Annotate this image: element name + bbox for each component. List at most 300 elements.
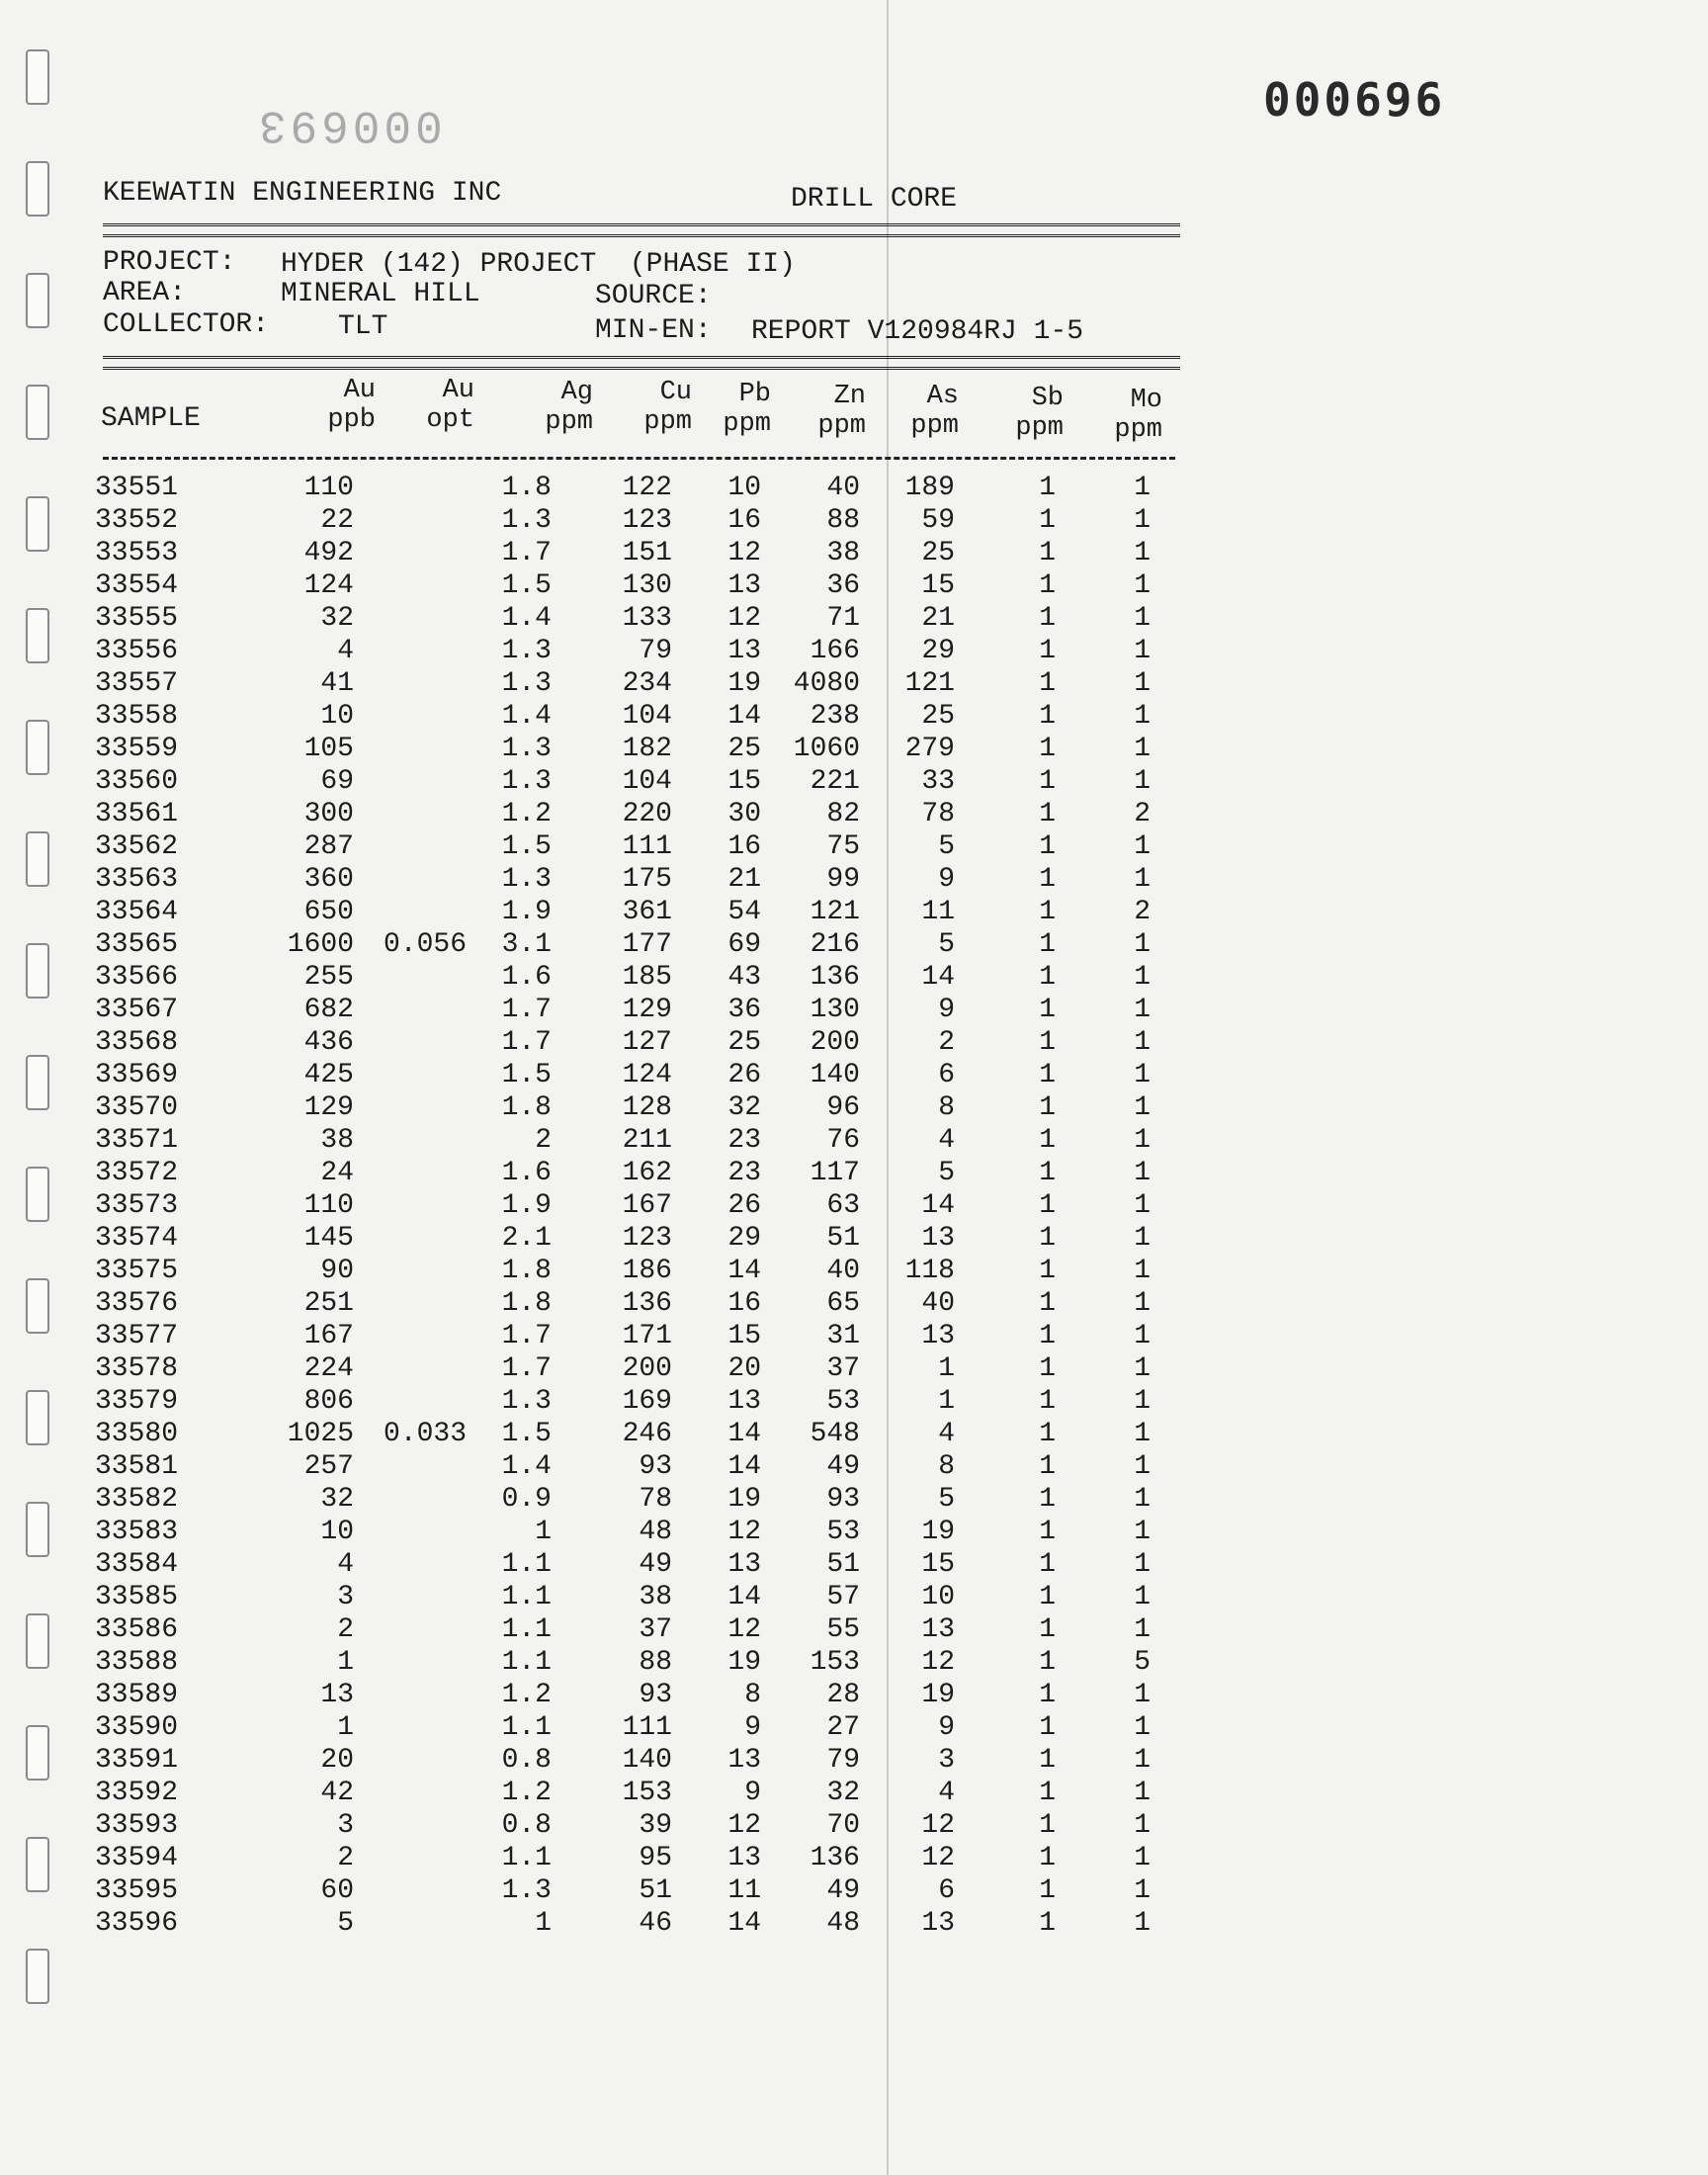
cell-mo-ppm: 1 [1134,1386,1151,1417]
table-row [0,1125,1236,1158]
cell-pb-ppm: 13 [727,1745,761,1776]
cell-ag-ppm: 1.1 [501,1712,552,1743]
table-row [0,1614,1236,1647]
table-row [0,1517,1236,1549]
cell-pb-ppm: 43 [727,962,761,993]
cell-sample-id: 33575 [95,1256,179,1286]
cell-sample-id: 33590 [95,1712,179,1743]
cell-zn-ppm: 75 [826,831,860,862]
cell-sb-ppm: 1 [1039,1060,1056,1090]
cell-zn-ppm: 4080 [793,668,860,699]
cell-pb-ppm: 26 [727,1190,761,1221]
table-row [0,1190,1236,1223]
col-header-au-ppb: Au ppb [327,376,376,435]
cell-mo-ppm: 1 [1134,1843,1151,1873]
cell-zn-ppm: 96 [826,1092,860,1123]
cell-sb-ppm: 1 [1039,1843,1056,1873]
table-row [0,1386,1236,1419]
cell-sample-id: 33564 [95,897,179,927]
cell-mo-ppm: 1 [1134,1353,1151,1384]
table-row [0,864,1236,897]
cell-cu-ppm: 111 [622,831,672,862]
cell-as-ppm: 12 [921,1810,955,1841]
cell-ag-ppm: 1 [535,1908,552,1939]
cell-mo-ppm: 1 [1134,1810,1151,1841]
cell-au-ppb: 90 [320,1256,354,1286]
cell-zn-ppm: 63 [826,1190,860,1221]
cell-ag-ppm: 1.2 [501,1778,552,1808]
cell-cu-ppm: 124 [622,1060,672,1090]
cell-ag-ppm: 1.5 [501,1060,552,1090]
tractor-hole [26,273,49,328]
table-row [0,1810,1236,1843]
cell-pb-ppm: 36 [727,995,761,1025]
table-row [0,1778,1236,1810]
cell-ag-ppm: 1.8 [501,473,552,503]
cell-au-ppb: 42 [320,1778,354,1808]
cell-au-ppb: 38 [320,1125,354,1156]
cell-sb-ppm: 1 [1039,636,1056,666]
cell-as-ppm: 14 [921,1190,955,1221]
cell-ag-ppm: 1.4 [501,603,552,634]
col-header-pb: Pb ppm [723,380,771,439]
cell-pb-ppm: 13 [727,1843,761,1873]
cell-ag-ppm: 1.7 [501,1027,552,1058]
cell-mo-ppm: 1 [1134,1060,1151,1090]
cell-au-ppb: 255 [303,962,354,993]
cell-sample-id: 33553 [95,538,179,568]
table-row [0,1288,1236,1321]
table-row [0,701,1236,734]
col-header-sb: Sb ppm [1015,384,1064,443]
cell-sb-ppm: 1 [1039,1223,1056,1254]
table-row [0,929,1236,962]
cell-pb-ppm: 9 [744,1712,761,1743]
cell-cu-ppm: 162 [622,1158,672,1188]
cell-sb-ppm: 1 [1039,570,1056,601]
table-row [0,636,1236,668]
cell-sample-id: 33558 [95,701,179,732]
table-row [0,962,1236,995]
cell-pb-ppm: 32 [727,1092,761,1123]
cell-pb-ppm: 26 [727,1060,761,1090]
cell-as-ppm: 19 [921,1680,955,1710]
cell-pb-ppm: 25 [727,1027,761,1058]
cell-as-ppm: 40 [921,1288,955,1319]
cell-ag-ppm: 1.2 [501,799,552,829]
cell-mo-ppm: 1 [1134,1288,1151,1319]
cell-au-ppb: 287 [303,831,354,862]
cell-au-ppb: 1 [337,1712,354,1743]
cell-as-ppm: 8 [938,1451,955,1482]
cell-au-ppb: 425 [303,1060,354,1090]
table-row [0,766,1236,799]
cell-zn-ppm: 49 [826,1451,860,1482]
cell-pb-ppm: 14 [727,1256,761,1286]
table-row [0,1908,1236,1941]
cell-cu-ppm: 220 [622,799,672,829]
table-row [0,1484,1236,1517]
cell-pb-ppm: 29 [727,1223,761,1254]
cell-zn-ppm: 121 [810,897,860,927]
cell-pb-ppm: 12 [727,1810,761,1841]
cell-cu-ppm: 153 [622,1778,672,1808]
cell-sb-ppm: 1 [1039,962,1056,993]
cell-mo-ppm: 1 [1134,1256,1151,1286]
cell-sb-ppm: 1 [1039,603,1056,634]
cell-pb-ppm: 19 [727,1484,761,1515]
cell-sb-ppm: 1 [1039,1517,1056,1547]
cell-zn-ppm: 221 [810,766,860,797]
cell-zn-ppm: 53 [826,1517,860,1547]
cell-ag-ppm: 2.1 [501,1223,552,1254]
cell-au-opt: 0.033 [383,1419,467,1449]
col-header-cu: Cu ppm [643,378,692,437]
cell-mo-ppm: 1 [1134,1419,1151,1449]
cell-sample-id: 33557 [95,668,179,699]
cell-au-ppb: 69 [320,766,354,797]
cell-cu-ppm: 111 [622,1712,672,1743]
table-row [0,1321,1236,1353]
faded-stamp-mark: 000693 [255,99,443,150]
cell-zn-ppm: 53 [826,1386,860,1417]
cell-as-ppm: 2 [938,1027,955,1058]
cell-zn-ppm: 51 [826,1549,860,1580]
cell-ag-ppm: 1.1 [501,1843,552,1873]
cell-pb-ppm: 16 [727,505,761,536]
cell-sb-ppm: 1 [1039,897,1056,927]
cell-sb-ppm: 1 [1039,766,1056,797]
cell-ag-ppm: 1.1 [501,1582,552,1612]
cell-au-ppb: 1025 [287,1419,354,1449]
cell-zn-ppm: 117 [810,1158,860,1188]
cell-sample-id: 33561 [95,799,179,829]
cell-ag-ppm: 1.3 [501,668,552,699]
cell-au-ppb: 360 [303,864,354,895]
cell-cu-ppm: 79 [639,636,672,666]
cell-sb-ppm: 1 [1039,1745,1056,1776]
cell-as-ppm: 1 [938,1353,955,1384]
cell-sb-ppm: 1 [1039,1712,1056,1743]
table-row [0,1843,1236,1875]
cell-au-ppb: 5 [337,1908,354,1939]
cell-pb-ppm: 15 [727,766,761,797]
cell-zn-ppm: 140 [810,1060,860,1090]
cell-cu-ppm: 171 [622,1321,672,1351]
cell-zn-ppm: 93 [826,1484,860,1515]
cell-ag-ppm: 1.8 [501,1288,552,1319]
cell-cu-ppm: 169 [622,1386,672,1417]
cell-pb-ppm: 13 [727,636,761,666]
table-row [0,1451,1236,1484]
cell-sample-id: 33596 [95,1908,179,1939]
cell-as-ppm: 13 [921,1908,955,1939]
cell-sample-id: 33562 [95,831,179,862]
cell-as-ppm: 13 [921,1614,955,1645]
project-value: HYDER (142) PROJECT (PHASE II) [281,249,796,280]
cell-sample-id: 33566 [95,962,179,993]
cell-sample-id: 33571 [95,1125,179,1156]
cell-as-ppm: 121 [904,668,955,699]
cell-as-ppm: 6 [938,1875,955,1906]
cell-mo-ppm: 1 [1134,929,1151,960]
cell-mo-ppm: 1 [1134,1614,1151,1645]
cell-sb-ppm: 1 [1039,1092,1056,1123]
cell-as-ppm: 21 [921,603,955,634]
cell-ag-ppm: 1.3 [501,864,552,895]
cell-as-ppm: 9 [938,1712,955,1743]
cell-ag-ppm: 1.3 [501,734,552,764]
cell-as-ppm: 4 [938,1419,955,1449]
cell-au-ppb: 10 [320,701,354,732]
cell-au-ppb: 2 [337,1843,354,1873]
tractor-hole [26,49,49,105]
cell-mo-ppm: 1 [1134,1517,1151,1547]
cell-sample-id: 33578 [95,1353,179,1384]
cell-sample-id: 33591 [95,1745,179,1776]
cell-cu-ppm: 175 [622,864,672,895]
cell-cu-ppm: 78 [639,1484,672,1515]
min-en-label: MIN-EN: [595,315,712,346]
cell-au-ppb: 300 [303,799,354,829]
cell-sample-id: 33592 [95,1778,179,1808]
cell-as-ppm: 25 [921,701,955,732]
table-row [0,831,1236,864]
cell-sb-ppm: 1 [1039,1484,1056,1515]
cell-zn-ppm: 38 [826,538,860,568]
cell-sb-ppm: 1 [1039,799,1056,829]
cell-cu-ppm: 133 [622,603,672,634]
cell-sample-id: 33565 [95,929,179,960]
cell-sample-id: 33574 [95,1223,179,1254]
cell-sb-ppm: 1 [1039,1125,1056,1156]
col-header-as: As ppm [910,382,959,441]
cell-as-ppm: 25 [921,538,955,568]
cell-ag-ppm: 1.7 [501,538,552,568]
cell-sb-ppm: 1 [1039,1419,1056,1449]
cell-mo-ppm: 1 [1134,538,1151,568]
cell-zn-ppm: 216 [810,929,860,960]
cell-au-ppb: 124 [303,570,354,601]
cell-ag-ppm: 2 [535,1125,552,1156]
cell-zn-ppm: 32 [826,1778,860,1808]
cell-mo-ppm: 1 [1134,831,1151,862]
cell-mo-ppm: 1 [1134,473,1151,503]
cell-au-ppb: 24 [320,1158,354,1188]
cell-mo-ppm: 1 [1134,995,1151,1025]
cell-mo-ppm: 1 [1134,1745,1151,1776]
cell-sample-id: 33573 [95,1190,179,1221]
table-row [0,570,1236,603]
cell-as-ppm: 13 [921,1223,955,1254]
cell-au-ppb: 32 [320,1484,354,1515]
cell-sb-ppm: 1 [1039,668,1056,699]
cell-mo-ppm: 1 [1134,1484,1151,1515]
cell-mo-ppm: 1 [1134,1223,1151,1254]
cell-pb-ppm: 13 [727,570,761,601]
table-row [0,897,1236,929]
cell-au-ppb: 145 [303,1223,354,1254]
cell-pb-ppm: 14 [727,1582,761,1612]
cell-pb-ppm: 25 [727,734,761,764]
cell-zn-ppm: 40 [826,1256,860,1286]
cell-sb-ppm: 1 [1039,1680,1056,1710]
cell-au-ppb: 436 [303,1027,354,1058]
cell-ag-ppm: 1.9 [501,897,552,927]
cell-sb-ppm: 1 [1039,929,1056,960]
cell-zn-ppm: 548 [810,1419,860,1449]
cell-cu-ppm: 48 [639,1517,672,1547]
table-row [0,1092,1236,1125]
cell-au-opt: 0.056 [383,929,467,960]
cell-cu-ppm: 140 [622,1745,672,1776]
cell-ag-ppm: 0.8 [501,1810,552,1841]
cell-as-ppm: 14 [921,962,955,993]
cell-sb-ppm: 1 [1039,1451,1056,1482]
table-row [0,1353,1236,1386]
cell-ag-ppm: 1.5 [501,1419,552,1449]
cell-sample-id: 33585 [95,1582,179,1612]
cell-as-ppm: 13 [921,1321,955,1351]
cell-mo-ppm: 1 [1134,570,1151,601]
col-header-mo: Mo ppm [1114,386,1162,445]
cell-zn-ppm: 28 [826,1680,860,1710]
source-label: SOURCE: [595,281,712,311]
cell-as-ppm: 4 [938,1778,955,1808]
cell-ag-ppm: 1.5 [501,831,552,862]
cell-as-ppm: 8 [938,1092,955,1123]
cell-ag-ppm: 1.9 [501,1190,552,1221]
cell-sb-ppm: 1 [1039,505,1056,536]
cell-as-ppm: 10 [921,1582,955,1612]
cell-zn-ppm: 55 [826,1614,860,1645]
dashed-rule [103,457,1175,460]
cell-au-ppb: 105 [303,734,354,764]
cell-mo-ppm: 1 [1134,1027,1151,1058]
cell-sample-id: 33584 [95,1549,179,1580]
cell-mo-ppm: 1 [1134,864,1151,895]
cell-zn-ppm: 76 [826,1125,860,1156]
cell-sample-id: 33568 [95,1027,179,1058]
cell-mo-ppm: 1 [1134,1092,1151,1123]
cell-zn-ppm: 71 [826,603,860,634]
cell-sample-id: 33581 [95,1451,179,1482]
collector-value: TLT [338,311,388,342]
cell-zn-ppm: 82 [826,799,860,829]
cell-zn-ppm: 166 [810,636,860,666]
table-row [0,603,1236,636]
cell-sample-id: 33589 [95,1680,179,1710]
cell-au-ppb: 60 [320,1875,354,1906]
cell-as-ppm: 118 [904,1256,955,1286]
cell-zn-ppm: 1060 [793,734,860,764]
cell-au-ppb: 3 [337,1810,354,1841]
cell-mo-ppm: 1 [1134,1190,1151,1221]
cell-as-ppm: 189 [904,473,955,503]
cell-cu-ppm: 130 [622,570,672,601]
cell-sb-ppm: 1 [1039,1549,1056,1580]
cell-pb-ppm: 23 [727,1158,761,1188]
cell-mo-ppm: 1 [1134,734,1151,764]
cell-sb-ppm: 1 [1039,1027,1056,1058]
cell-cu-ppm: 129 [622,995,672,1025]
cell-ag-ppm: 1.8 [501,1256,552,1286]
table-row [0,1745,1236,1778]
cell-pb-ppm: 8 [744,1680,761,1710]
cell-cu-ppm: 182 [622,734,672,764]
cell-au-ppb: 32 [320,603,354,634]
cell-as-ppm: 12 [921,1647,955,1678]
cell-pb-ppm: 16 [727,1288,761,1319]
cell-cu-ppm: 93 [639,1451,672,1482]
cell-zn-ppm: 88 [826,505,860,536]
cell-pb-ppm: 14 [727,1419,761,1449]
cell-sb-ppm: 1 [1039,1158,1056,1188]
cell-cu-ppm: 123 [622,1223,672,1254]
cell-sample-id: 33570 [95,1092,179,1123]
double-rule-top [103,223,1180,237]
cell-pb-ppm: 12 [727,1517,761,1547]
cell-sb-ppm: 1 [1039,1647,1056,1678]
double-rule-bottom [103,356,1180,370]
tractor-hole [26,161,49,217]
cell-cu-ppm: 39 [639,1810,672,1841]
cell-sample-id: 33567 [95,995,179,1025]
cell-cu-ppm: 211 [622,1125,672,1156]
cell-ag-ppm: 3.1 [501,929,552,960]
cell-cu-ppm: 151 [622,538,672,568]
cell-as-ppm: 19 [921,1517,955,1547]
cell-pb-ppm: 10 [727,473,761,503]
cell-cu-ppm: 136 [622,1288,672,1319]
cell-ag-ppm: 1.2 [501,1680,552,1710]
cell-sample-id: 33594 [95,1843,179,1873]
cell-pb-ppm: 54 [727,897,761,927]
cell-sample-id: 33556 [95,636,179,666]
cell-mo-ppm: 1 [1134,1549,1151,1580]
cell-cu-ppm: 46 [639,1908,672,1939]
cell-sb-ppm: 1 [1039,1875,1056,1906]
cell-au-ppb: 22 [320,505,354,536]
cell-zn-ppm: 130 [810,995,860,1025]
cell-pb-ppm: 23 [727,1125,761,1156]
cell-as-ppm: 15 [921,1549,955,1580]
cell-mo-ppm: 1 [1134,1158,1151,1188]
cell-pb-ppm: 12 [727,1614,761,1645]
cell-sb-ppm: 1 [1039,1614,1056,1645]
cell-ag-ppm: 1.3 [501,636,552,666]
cell-as-ppm: 4 [938,1125,955,1156]
cell-au-ppb: 20 [320,1745,354,1776]
cell-ag-ppm: 1.7 [501,1353,552,1384]
cell-zn-ppm: 70 [826,1810,860,1841]
cell-pb-ppm: 20 [727,1353,761,1384]
page-number-stamp: 000696 [1263,73,1446,127]
cell-pb-ppm: 19 [727,668,761,699]
cell-au-ppb: 167 [303,1321,354,1351]
cell-sample-id: 33552 [95,505,179,536]
cell-ag-ppm: 0.8 [501,1745,552,1776]
cell-au-ppb: 257 [303,1451,354,1482]
cell-ag-ppm: 1.1 [501,1549,552,1580]
cell-au-ppb: 3 [337,1582,354,1612]
cell-sample-id: 33560 [95,766,179,797]
cell-as-ppm: 279 [904,734,955,764]
table-row [0,1875,1236,1908]
cell-au-ppb: 224 [303,1353,354,1384]
cell-au-ppb: 10 [320,1517,354,1547]
cell-mo-ppm: 1 [1134,1125,1151,1156]
